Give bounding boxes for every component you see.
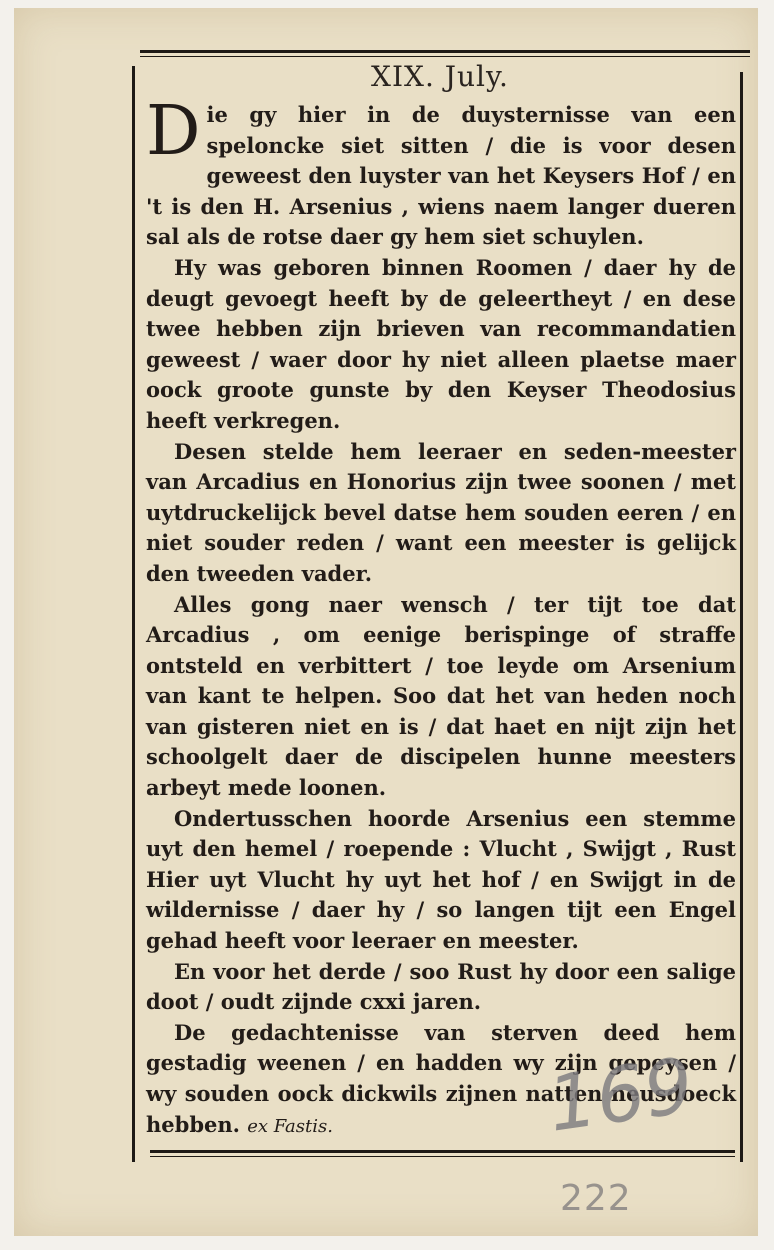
pencil-annotation: 169 (542, 1040, 699, 1149)
page-number: 222 (560, 1178, 632, 1219)
paragraph-1-text: ie gy hier in de duysternisse van een speloncke siet sitten / die is voor desen geweest den luyster van het Keysers Hof / en 't is den H. Arsenius , wiens naem langer dueren sal als de rotse daer gy hem siet schuylen. (146, 102, 736, 250)
drop-cap: D (146, 92, 201, 171)
page-title: XIX. July. (371, 60, 509, 93)
source-citation: ex Fastis. (247, 1115, 333, 1137)
paragraph-7-text: De gedachtenisse van sterven deed hem gestadig weenen / en hadden wy zijn gepeysen / wy souden oock dickwils zijnen natten neusdoeck hebben. (146, 1019, 736, 1137)
right-rule (740, 72, 743, 1162)
bottom-rule (150, 1150, 735, 1157)
left-rule (132, 66, 135, 1162)
paragraph-3: Desen stelde hem leeraer en seden-meester van Arcadius en Honorius zijn twee soonen / met uytdruckelijck bevel datse hem souden eeren / en niet souder reden / want een meester is gelijck den tweeden vader. (146, 438, 736, 586)
top-rule (140, 50, 750, 57)
paragraph-6: En voor het derde / soo Rust hy door een salige doot / oudt zijnde cxxi jaren. (146, 958, 736, 1015)
article-body (146, 92, 736, 1142)
paragraph-4: Alles gong naer wensch / ter tijt toe dat Arcadius , om eenige berispinge of straffe ontsteld en verbittert / toe leyde om Arsenium van kant te helpen. Soo dat het van heden noch van gisteren niet en is / dat haet en nijt zijn het schoolgelt daer de discipelen hunne meesters arbeyt mede loonen. (146, 591, 736, 801)
paragraph-2: Hy was geboren binnen Roomen / daer hy de deugt gevoegt heeft by de geleertheyt / en dese twee hebben zijn brieven van recommandatien geweest / waer door hy niet alleen plaetse maer oock groote gunste by den Keyser Theodosius heeft verkregen. (146, 254, 736, 433)
paragraph-1 (146, 92, 736, 253)
paragraph-5: Ondertusschen hoorde Arsenius een stemme uyt den hemel / roepende : Vlucht , Swijgt , Rust Hier uyt Vlucht hy uyt het hof / en Swijgt in de wildernisse / daer hy / so langen tijt een Engel gehad heeft voor leeraer en meester. (146, 805, 736, 954)
